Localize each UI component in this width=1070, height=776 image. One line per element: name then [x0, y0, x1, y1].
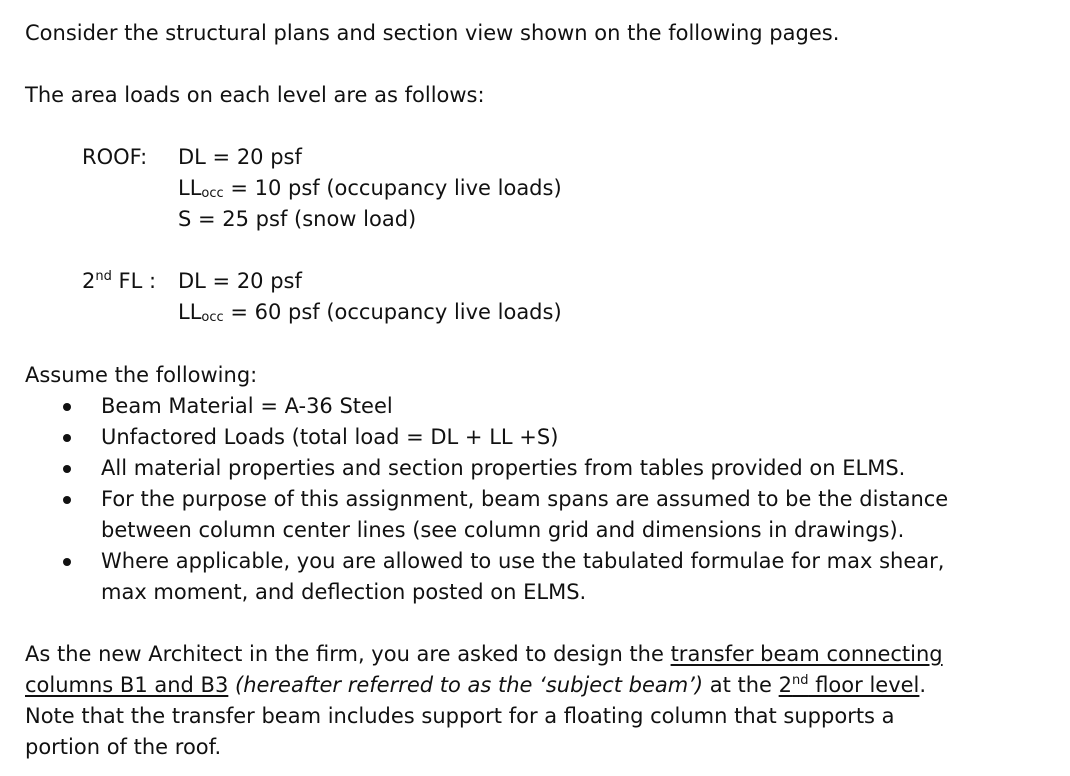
second-floor-label: 2nd FL :: [82, 269, 157, 293]
roof-label: ROOF:: [82, 145, 148, 169]
assume-heading: Assume the following:: [25, 363, 258, 387]
transfer-beam-link: transfer beam connecting: [670, 642, 943, 666]
bullet-icon: [63, 558, 71, 566]
assumption-item-continued: between column center lines (see column grid and dimensions in drawings).: [101, 518, 905, 542]
bullet-icon: [63, 496, 71, 504]
assumption-item-continued: max moment, and deflection posted on ELMS.: [101, 580, 587, 604]
bullet-icon: [63, 465, 71, 473]
task-line-4: portion of the roof.: [25, 735, 222, 759]
loads-intro-text: The area loads on each level are as follows:: [25, 83, 485, 107]
assumption-item: Beam Material = A-36 Steel: [101, 394, 393, 418]
assumption-item: For the purpose of this assignment, beam spans are assumed to be the distance: [101, 487, 949, 511]
assumption-item: Where applicable, you are allowed to use the tabulated formulae for max shear,: [101, 549, 945, 573]
task-line-2: columns B1 and B3 (hereafter referred to as the ‘subject beam’) at the 2nd floor level.: [25, 673, 927, 697]
roof-dead-load: DL = 20 psf: [178, 145, 302, 169]
task-line-3: Note that the transfer beam includes support for a floating column that supports a: [25, 704, 895, 728]
intro-text: Consider the structural plans and section view shown on the following pages.: [25, 21, 840, 45]
bullet-icon: [63, 434, 71, 442]
second-floor-level-text: 2nd floor level: [778, 673, 920, 697]
columns-b1-b3-text: columns B1 and B3: [25, 673, 229, 697]
roof-live-load: $LL_{occ} = 10$ psf (occupancy live loads): [178, 176, 562, 201]
second-floor-dead-load: DL = 20 psf: [178, 269, 302, 293]
assumption-item: All material properties and section properties from tables provided on ELMS.: [101, 456, 906, 480]
task-line-1: As the new Architect in the firm, you are asked to design the transfer beam connecting: [25, 642, 943, 666]
roof-snow-load: S = 25 psf (snow load): [178, 207, 417, 231]
second-floor-live-load: $LL_{occ} = 60$ psf (occupancy live loads): [178, 300, 562, 325]
assumption-item: Unfactored Loads (total load = DL + LL +S): [101, 425, 559, 449]
bullet-icon: [63, 403, 71, 411]
